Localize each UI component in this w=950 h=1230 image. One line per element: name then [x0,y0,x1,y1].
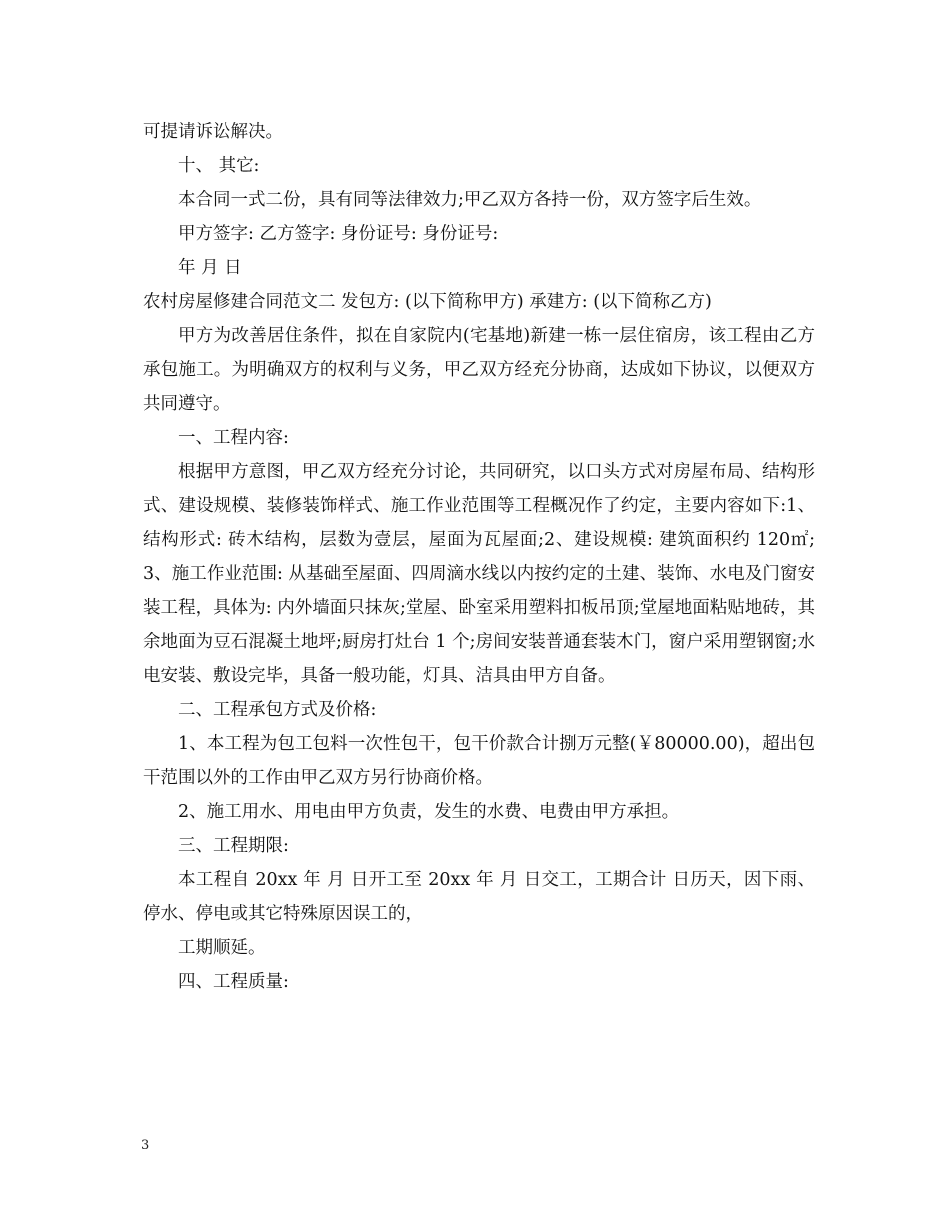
heading-section-two-price: 二、工程承包方式及价格: [178,700,377,720]
paragraph-lawsuit-end: 可提请诉讼解决。 [143,122,283,142]
paragraph-water-electricity: 2、施工用水、用电由甲方负责，发生的水费、电费由甲方承担。 [178,802,680,822]
page-number: 3 [141,1138,150,1153]
signature-line: 甲方签字: 乙方签字: 身份证号: 身份证号: [178,224,499,244]
heading-section-three-period: 三、工程期限: [178,836,289,856]
heading-section-ten-other: 十、 其它: [178,156,260,176]
paragraph-construction-dates: 本工程自 20xx 年 月 日开工至 20xx 年 月 日交工，工期合计 日历天，因下雨、停水、停电或其它特殊原因误工的， [143,870,815,924]
contract-two-title-parties: 农村房屋修建合同范文二 发包方: (以下简称甲方) 承建方: (以下简称乙方) [143,292,712,312]
paragraph-lump-sum-price: 1、本工程为包工包料一次性包干，包干价款合计捌万元整(￥80000.00)，超出包干范围以外的工作由甲乙双方另行协商价格。 [143,734,815,788]
paragraph-copies-validity: 本合同一式二份，具有同等法律效力;甲乙双方各持一份，双方签字后生效。 [178,190,762,210]
paragraph-period-extension: 工期顺延。 [178,938,266,958]
paragraph-project-scope: 根据甲方意图，甲乙双方经充分讨论，共同研究，以口头方式对房屋布局、结构形式、建设规模、装修装饰样式、施工作业范围等工程概况作了约定，主要内容如下:1、结构形式: 砖木结构，层数为壹层，屋面为瓦屋面;2、建设规模: 建筑面积约 120㎡;3、施工作业范围: 从基础至屋面、四周滴水线以内按约定的土建、装饰、水电及门窗安装工程，具体为: 内外墙面只抹灰;堂屋、卧室采用塑料扣板吊顶;堂屋地面粘贴地砖，其余地面为豆石混凝土地坪;厨房打灶台 1 个;房间安装普通套装木门，窗户采用塑钢窗;水电安装、敷设完毕，具备一般功能，灯具、洁具由甲方自备。 [143,462,815,686]
heading-section-four-quality: 四、工程质量: [178,972,289,992]
paragraph-purpose: 甲方为改善居住条件，拟在自家院内(宅基地)新建一栋一层住宿房，该工程由乙方承包施工。为明确双方的权利与义务，甲乙双方经充分协商，达成如下协议，以便双方共同遵守。 [143,326,815,414]
document-body [143,115,815,999]
heading-section-one-content: 一、工程内容: [178,428,289,448]
date-line: 年 月 日 [178,258,242,278]
